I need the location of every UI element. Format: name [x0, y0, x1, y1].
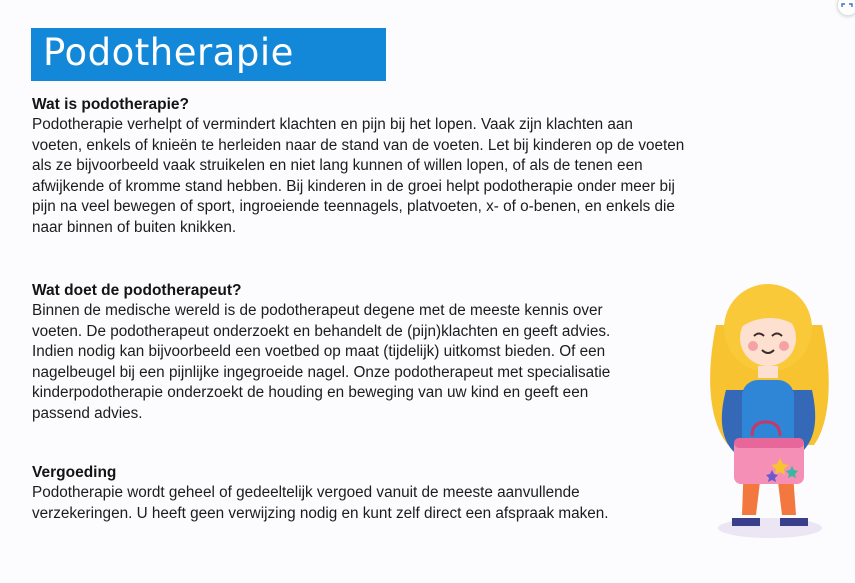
- text-line: passend advies.: [32, 404, 143, 422]
- section-paragraph: [32, 483, 712, 524]
- section-paragraph: [32, 301, 712, 425]
- text-line: voeten, enkels of knieën te herleiden naar de stand van de voeten. Let bij kinderen op de voeten: [32, 136, 685, 154]
- section-heading: Wat doet de podotherapeut?: [32, 282, 242, 299]
- text-line: voeten. De podotherapeut onderzoekt en behandelt de (pijn)klachten en geeft advies.: [32, 322, 611, 340]
- text-line: Binnen de medische wereld is de podotherapeut degene met de meeste kennis over: [32, 302, 603, 319]
- text-line: pijn na veel bewegen of sport, ingroeiende teennagels, platvoeten, x- of o-benen, en enkels die: [32, 198, 675, 216]
- text-line: Podotherapie wordt geheel of gedeeltelijk vergoed vanuit de meeste aanvullende: [32, 484, 580, 501]
- text-line: naar binnen of buiten knikken.: [32, 218, 237, 236]
- text-line: verzekeringen. U heeft geen verwijzing nodig en kunt zelf direct een afspraak maken.: [32, 504, 609, 522]
- section-paragraph: [32, 115, 792, 239]
- girl-with-bag-illustration: [704, 270, 832, 545]
- page-title: Podotherapie: [43, 31, 294, 74]
- section-what-is: [32, 94, 792, 239]
- text-line: Indien nodig kan bijvoorbeeld een voetbed op maat (tijdelijk) uitkomst bieden. Of een: [32, 343, 606, 361]
- section-what-does: [32, 280, 712, 425]
- title-banner: [31, 28, 386, 81]
- section-heading: Vergoeding: [32, 464, 117, 481]
- section-heading: Wat is podotherapie?: [32, 96, 190, 113]
- text-line: nagelbeugel bij een pijnlijke ingegroeide nagel. Onze podotherapeut met specialisatie: [32, 363, 611, 381]
- section-reimbursement: [32, 462, 712, 524]
- text-line: Podotherapie verhelpt of vermindert klachten en pijn bij het lopen. Vaak zijn klachten aan: [32, 116, 633, 133]
- text-line: als ze bijvoorbeeld vaak struikelen en niet lang kunnen of willen lopen, of als de tenen een: [32, 157, 643, 175]
- visual-search-icon[interactable]: [837, 0, 855, 16]
- text-line: afwijkende of kromme stand hebben. Bij kinderen in de groei helpt podotherapie onder meer bij: [32, 177, 675, 195]
- text-line: kinderpodotherapie onderzoekt de houding en beweging van uw kind en geeft een: [32, 384, 589, 402]
